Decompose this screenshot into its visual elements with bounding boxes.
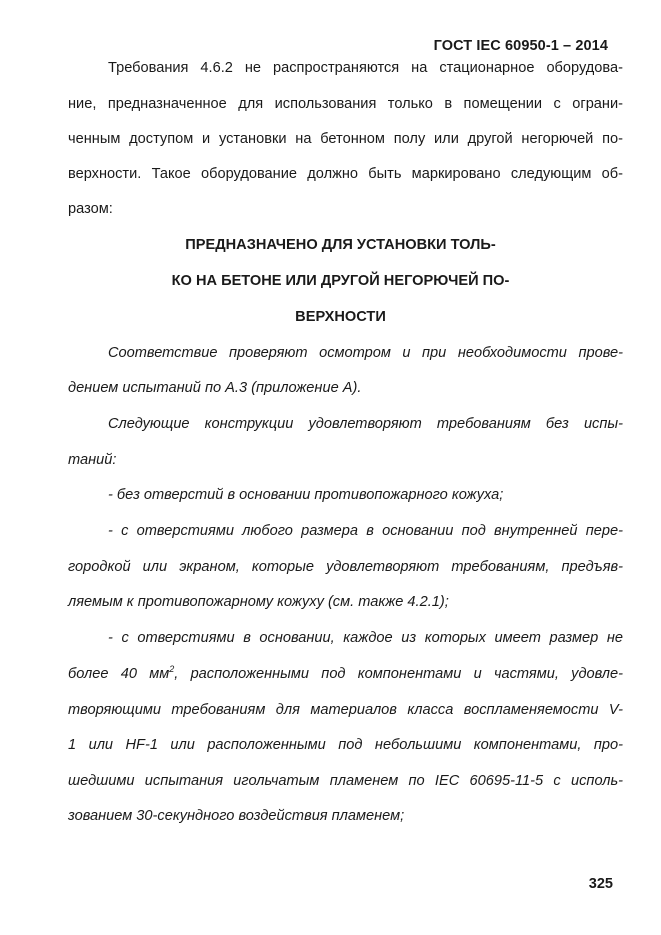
list-item-line: ляемым к противопожарному кожуху (см. также 4.2.1); <box>68 594 449 610</box>
paragraph-line: верхности. Такое оборудование должно быть маркировано следующим об- <box>68 166 623 182</box>
paragraph-line: разом: <box>68 201 113 217</box>
list-item-line: 1 или HF-1 или расположенными под небольшими компонентами, про- <box>68 737 623 753</box>
area-value: более 40 мм <box>68 666 170 682</box>
line-remainder: , расположенными под компонентами и частями, удовле- <box>174 666 623 682</box>
compliance-line: Соответствие проверяют осмотром и при необходимости прове- <box>108 345 623 361</box>
marking-text-line: ПРЕДНАЗНАЧЕНО ДЛЯ УСТАНОВКИ ТОЛЬ- <box>185 237 496 253</box>
constructions-line: таний: <box>68 452 117 468</box>
paragraph-line: Требования 4.6.2 не распространяются на стационарное оборудова- <box>108 60 623 76</box>
page-number: 325 <box>588 876 613 892</box>
compliance-line: дением испытаний по А.3 (приложение А). <box>68 380 362 396</box>
constructions-line: Следующие конструкции удовлетворяют требованиям без испы- <box>108 416 623 432</box>
list-item-line: - с отверстиями любого размера в основании под внутренней пере- <box>108 523 623 539</box>
list-item: - без отверстий в основании противопожарного кожуха; <box>108 487 504 503</box>
marking-text-line: ВЕРХНОСТИ <box>295 309 386 325</box>
list-item-line: шедшими испытания игольчатым пламенем по IEC 60695-11-5 с исполь- <box>68 773 623 789</box>
list-item-line: зованием 30-секундного воздействия пламенем; <box>68 808 405 824</box>
list-item-line <box>68 664 623 684</box>
superscript: 2 <box>169 664 175 675</box>
document-header: ГОСТ IEC 60950-1 – 2014 <box>433 38 608 54</box>
list-item-line: творяющими требованиям для материалов класса воспламеняемости V- <box>68 702 623 718</box>
paragraph-line: ченным доступом и установки на бетонном полу или другой негорючей по- <box>68 131 623 147</box>
list-item-line: - с отверстиями в основании, каждое из которых имеет размер не <box>108 630 623 646</box>
paragraph-line: ние, предназначенное для использования только в помещении с ограни- <box>68 96 623 112</box>
list-item-line: городкой или экраном, которые удовлетворяют требованиям, предъяв- <box>68 559 623 575</box>
marking-text-line: КО НА БЕТОНЕ ИЛИ ДРУГОЙ НЕГОРЮЧЕЙ ПО- <box>171 273 510 289</box>
